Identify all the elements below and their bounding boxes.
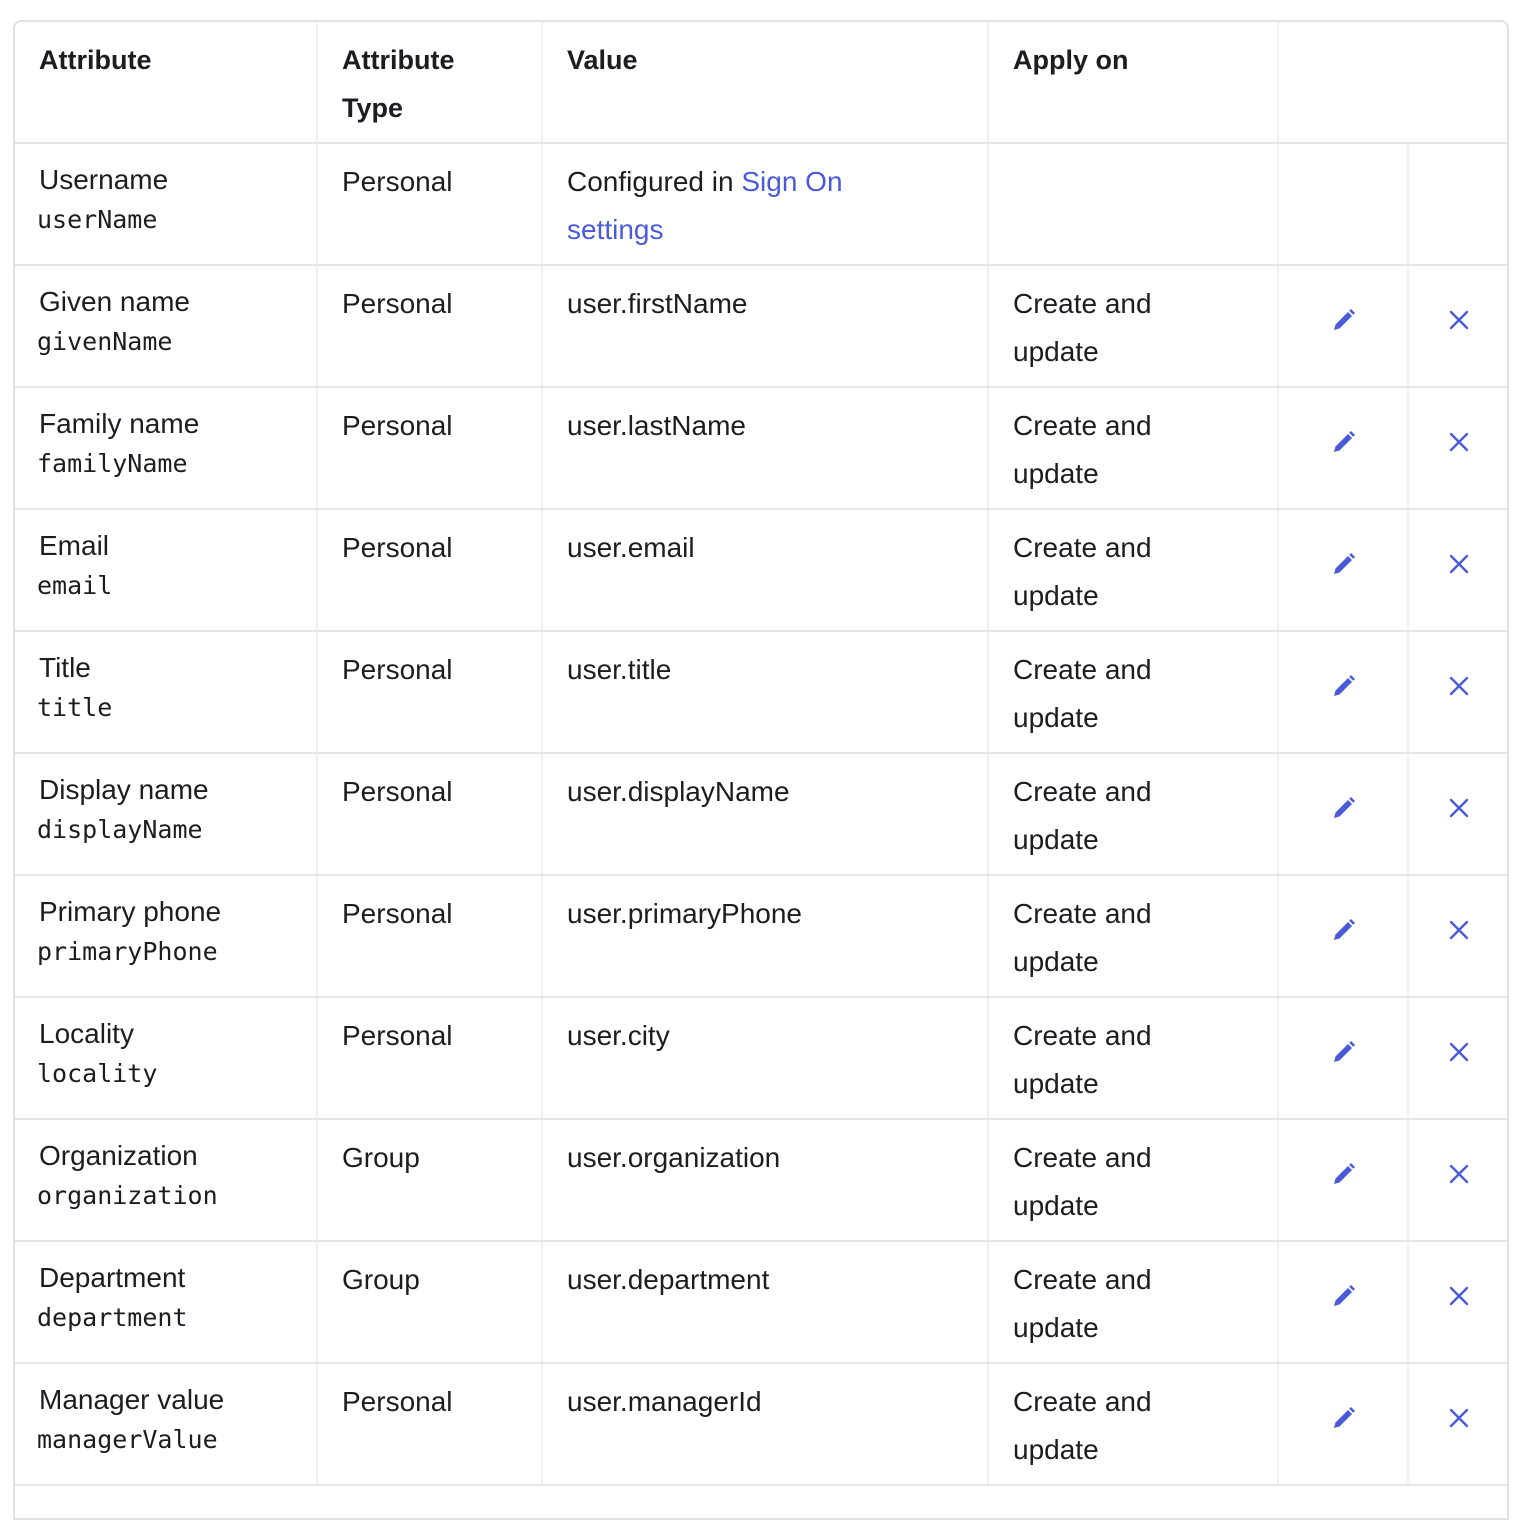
value-cell: [543, 1364, 989, 1484]
attribute-code: organization: [37, 1181, 218, 1210]
header-attribute-type-line1: Attribute: [342, 45, 455, 75]
value-cell: [543, 1120, 989, 1240]
apply-on-line1: Create and: [1013, 1386, 1152, 1417]
pencil-icon: [1331, 429, 1357, 455]
table-row: [15, 144, 1507, 266]
header-apply-on: [989, 22, 1279, 142]
attribute-code: locality: [37, 1059, 158, 1088]
attribute-type-cell: [318, 1120, 543, 1240]
header-edit-col: [1279, 22, 1409, 142]
attribute-cell: [15, 876, 318, 996]
pencil-icon: [1331, 795, 1357, 821]
header-apply-on-label: Apply on: [1013, 45, 1129, 75]
header-attribute-label: Attribute: [39, 45, 152, 75]
header-attribute-type: [318, 22, 543, 142]
apply-on-text: [1013, 524, 1279, 620]
edit-cell: [1279, 1120, 1409, 1240]
close-icon: [1448, 1285, 1470, 1307]
edit-cell: [1279, 266, 1409, 386]
delete-button[interactable]: [1441, 1034, 1477, 1070]
attribute-label: Title: [39, 652, 91, 683]
value-text: user.email: [567, 532, 695, 563]
attribute-type-text: Personal: [342, 288, 453, 319]
attribute-label: Email: [39, 530, 110, 561]
table-row: [15, 266, 1507, 388]
apply-on-text: [1013, 402, 1279, 498]
apply-on-line2: update: [1013, 580, 1099, 611]
apply-on-text: [1013, 1134, 1279, 1230]
attribute-code: primaryPhone: [37, 937, 218, 966]
apply-on-line1: Create and: [1013, 654, 1152, 685]
pencil-icon: [1331, 1161, 1357, 1187]
edit-button[interactable]: [1326, 912, 1362, 948]
value-cell: [543, 388, 989, 508]
edit-cell: [1279, 144, 1409, 264]
apply-on-line2: update: [1013, 1312, 1099, 1343]
apply-on-line2: update: [1013, 1068, 1099, 1099]
close-icon: [1448, 919, 1470, 941]
edit-button[interactable]: [1326, 790, 1362, 826]
apply-on-line2: update: [1013, 458, 1099, 489]
attribute-type-text: Personal: [342, 1386, 453, 1417]
attribute-type-cell: [318, 1242, 543, 1362]
attribute-type-cell: [318, 1364, 543, 1484]
close-icon: [1448, 309, 1470, 331]
attribute-code: familyName: [37, 449, 188, 478]
apply-on-text: [1013, 1256, 1279, 1352]
close-icon: [1448, 675, 1470, 697]
pencil-icon: [1331, 1039, 1357, 1065]
edit-button[interactable]: [1326, 424, 1362, 460]
apply-on-line1: Create and: [1013, 1142, 1152, 1173]
delete-cell: [1409, 876, 1509, 996]
table-row: [15, 1120, 1507, 1242]
table-row: [15, 876, 1507, 998]
table-row: [15, 388, 1507, 510]
sign-on-settings-link[interactable]: Sign On: [741, 166, 843, 197]
attribute-cell: [15, 632, 318, 752]
value-cell: [543, 998, 989, 1118]
apply-on-text: [1013, 768, 1279, 864]
attribute-type-text: Group: [342, 1264, 420, 1295]
edit-cell: [1279, 1242, 1409, 1362]
value-cell: [543, 266, 989, 386]
apply-on-text: [1013, 280, 1279, 376]
apply-on-line1: Create and: [1013, 288, 1152, 319]
apply-on-line2: update: [1013, 1434, 1099, 1465]
attribute-mappings-table: [13, 20, 1509, 1520]
delete-button[interactable]: [1441, 1400, 1477, 1436]
apply-on-text: [1013, 890, 1279, 986]
value-text: user.title: [567, 654, 672, 685]
attribute-cell: [15, 1242, 318, 1362]
sign-on-settings-link-cont[interactable]: settings: [567, 214, 664, 245]
attribute-type-cell: [318, 998, 543, 1118]
apply-on-line1: Create and: [1013, 776, 1152, 807]
apply-on-line2: update: [1013, 824, 1099, 855]
apply-on-line1: Create and: [1013, 1264, 1152, 1295]
apply-on-cell: [989, 510, 1279, 630]
apply-on-cell: [989, 1242, 1279, 1362]
table-row: [15, 1364, 1507, 1486]
pencil-icon: [1331, 1283, 1357, 1309]
attribute-label: Primary phone: [39, 896, 222, 927]
attribute-label: Display name: [39, 774, 209, 805]
header-delete-col: [1409, 22, 1509, 142]
attribute-cell: [15, 1120, 318, 1240]
attribute-type-cell: [318, 144, 543, 264]
delete-cell: [1409, 266, 1509, 386]
apply-on-cell: [989, 1364, 1279, 1484]
attribute-code: givenName: [37, 327, 173, 356]
edit-cell: [1279, 632, 1409, 752]
edit-cell: [1279, 510, 1409, 630]
delete-cell: [1409, 144, 1509, 264]
attribute-label: Given name: [39, 286, 190, 317]
close-icon: [1448, 1163, 1470, 1185]
attribute-type-text: Group: [342, 1142, 420, 1173]
value-cell: [543, 632, 989, 752]
edit-button[interactable]: [1326, 302, 1362, 338]
attribute-code: department: [37, 1303, 188, 1332]
delete-cell: [1409, 754, 1509, 874]
attribute-type-text: Personal: [342, 654, 453, 685]
delete-cell: [1409, 388, 1509, 508]
edit-cell: [1279, 754, 1409, 874]
close-icon: [1448, 1407, 1470, 1429]
attribute-cell: [15, 510, 318, 630]
header-value-label: Value: [567, 45, 638, 75]
pencil-icon: [1331, 1405, 1357, 1431]
attribute-code: email: [37, 571, 113, 600]
close-icon: [1448, 797, 1470, 819]
apply-on-line1: Create and: [1013, 898, 1152, 929]
header-value: [543, 22, 989, 142]
header-attribute: [15, 22, 318, 142]
value-cell: [543, 1242, 989, 1362]
value-text: [567, 158, 989, 254]
value-text: user.managerId: [567, 1386, 762, 1417]
apply-on-line2: update: [1013, 946, 1099, 977]
value-text: user.organization: [567, 1142, 781, 1173]
table-row: [15, 1242, 1507, 1364]
value-text: user.firstName: [567, 288, 748, 319]
apply-on-text: [1013, 1378, 1279, 1474]
attribute-cell: [15, 998, 318, 1118]
delete-button[interactable]: [1441, 1278, 1477, 1314]
attribute-type-text: Personal: [342, 166, 453, 197]
edit-cell: [1279, 998, 1409, 1118]
delete-button[interactable]: [1441, 302, 1477, 338]
value-prefix: Configured in: [567, 166, 742, 197]
attribute-cell: [15, 1364, 318, 1484]
table-row: [15, 998, 1507, 1120]
attribute-cell: [15, 266, 318, 386]
delete-cell: [1409, 1120, 1509, 1240]
delete-cell: [1409, 998, 1509, 1118]
attribute-type-text: Personal: [342, 532, 453, 563]
delete-button[interactable]: [1441, 546, 1477, 582]
value-text: user.city: [567, 1020, 670, 1051]
delete-cell: [1409, 1364, 1509, 1484]
attribute-code: displayName: [37, 815, 203, 844]
table-row: [15, 510, 1507, 632]
value-cell: [543, 144, 989, 264]
attribute-type-text: Personal: [342, 776, 453, 807]
apply-on-cell: [989, 998, 1279, 1118]
attribute-label: Username: [39, 164, 169, 195]
edit-button[interactable]: [1326, 1034, 1362, 1070]
delete-cell: [1409, 510, 1509, 630]
value-cell: [543, 754, 989, 874]
apply-on-line2: update: [1013, 702, 1099, 733]
attribute-cell: [15, 754, 318, 874]
attribute-label: Organization: [39, 1140, 198, 1171]
value-text: user.displayName: [567, 776, 790, 807]
apply-on-cell: [989, 754, 1279, 874]
value-cell: [543, 876, 989, 996]
delete-button[interactable]: [1441, 790, 1477, 826]
delete-cell: [1409, 1242, 1509, 1362]
table-row: [15, 632, 1507, 754]
header-attribute-type-line2: Type: [342, 93, 404, 123]
attribute-type-cell: [318, 754, 543, 874]
edit-cell: [1279, 388, 1409, 508]
apply-on-cell: [989, 388, 1279, 508]
edit-button[interactable]: [1326, 1400, 1362, 1436]
pencil-icon: [1331, 917, 1357, 943]
pencil-icon: [1331, 673, 1357, 699]
attribute-type-cell: [318, 266, 543, 386]
attribute-type-text: Personal: [342, 898, 453, 929]
attribute-type-text: Personal: [342, 410, 453, 441]
apply-on-cell: [989, 266, 1279, 386]
pencil-icon: [1331, 551, 1357, 577]
attribute-type-cell: [318, 510, 543, 630]
close-icon: [1448, 431, 1470, 453]
attribute-label: Department: [39, 1262, 186, 1293]
attribute-type-cell: [318, 388, 543, 508]
apply-on-line1: Create and: [1013, 532, 1152, 563]
edit-cell: [1279, 876, 1409, 996]
delete-button[interactable]: [1441, 424, 1477, 460]
delete-button[interactable]: [1441, 912, 1477, 948]
delete-button[interactable]: [1441, 668, 1477, 704]
apply-on-cell: [989, 876, 1279, 996]
table-header-row: [15, 22, 1507, 144]
apply-on-text: [1013, 646, 1279, 742]
attribute-label: Manager value: [39, 1384, 225, 1415]
close-icon: [1448, 1041, 1470, 1063]
apply-on-text: [1013, 1012, 1279, 1108]
table-row: [15, 754, 1507, 876]
attribute-label: Family name: [39, 408, 200, 439]
edit-button[interactable]: [1326, 1156, 1362, 1192]
apply-on-line2: update: [1013, 336, 1099, 367]
edit-button[interactable]: [1326, 1278, 1362, 1314]
edit-button[interactable]: [1326, 546, 1362, 582]
pencil-icon: [1331, 307, 1357, 333]
delete-button[interactable]: [1441, 1156, 1477, 1192]
attribute-type-cell: [318, 632, 543, 752]
value-text: user.department: [567, 1264, 770, 1295]
attribute-code: managerValue: [37, 1425, 218, 1454]
attribute-label: Locality: [39, 1018, 134, 1049]
delete-cell: [1409, 632, 1509, 752]
value-text: user.primaryPhone: [567, 898, 803, 929]
apply-on-line1: Create and: [1013, 1020, 1152, 1051]
edit-button[interactable]: [1326, 668, 1362, 704]
attribute-type-text: Personal: [342, 1020, 453, 1051]
table-body: [15, 144, 1507, 1486]
attribute-code: title: [37, 693, 113, 722]
close-icon: [1448, 553, 1470, 575]
attribute-cell: [15, 144, 318, 264]
apply-on-line1: Create and: [1013, 410, 1152, 441]
attribute-cell: [15, 388, 318, 508]
value-cell: [543, 510, 989, 630]
apply-on-line2: update: [1013, 1190, 1099, 1221]
edit-cell: [1279, 1364, 1409, 1484]
apply-on-cell: [989, 632, 1279, 752]
attribute-type-cell: [318, 876, 543, 996]
apply-on-cell: [989, 1120, 1279, 1240]
attribute-code: userName: [37, 205, 158, 234]
apply-on-cell: [989, 144, 1279, 264]
value-text: user.lastName: [567, 410, 746, 441]
